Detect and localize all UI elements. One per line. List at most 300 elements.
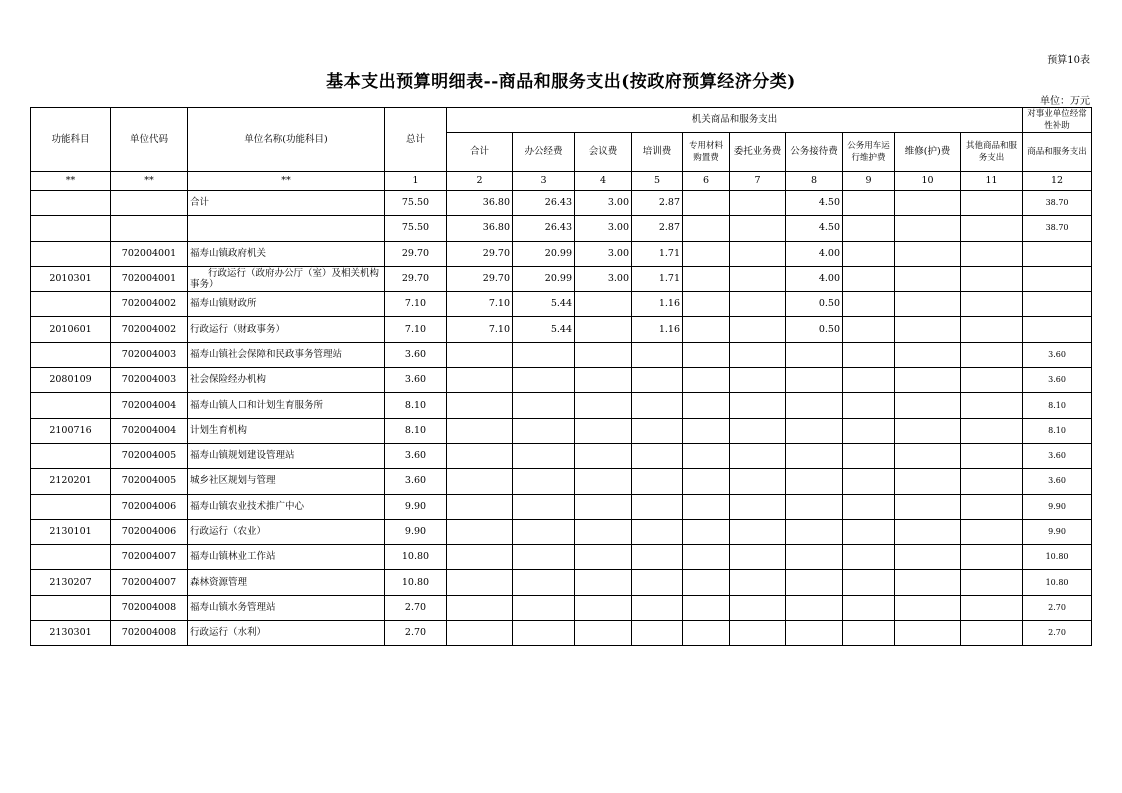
- amount-cell: [447, 393, 513, 418]
- amount-cell: [895, 216, 961, 241]
- amount-cell: [632, 469, 683, 494]
- amount-cell: [786, 519, 843, 544]
- unit-name-cell: 福寿山镇规划建设管理站: [188, 443, 385, 468]
- unit-name-cell: 计划生育机构: [188, 418, 385, 443]
- budget-table: [30, 107, 1092, 646]
- amount-cell: [447, 469, 513, 494]
- amount-cell: [961, 443, 1023, 468]
- amount-cell: [843, 418, 895, 443]
- amount-cell: [632, 342, 683, 367]
- unit-code-cell: 702004005: [111, 443, 188, 468]
- unit-label: 单位：万元: [1040, 96, 1090, 107]
- amount-cell: [895, 393, 961, 418]
- amount-cell: 0.50: [786, 292, 843, 317]
- amount-cell: 3.00: [575, 266, 632, 291]
- table-row: [31, 317, 1092, 342]
- amount-cell: 3.60: [1023, 342, 1092, 367]
- amount-cell: 1.16: [632, 317, 683, 342]
- amount-cell: 3.60: [1023, 368, 1092, 393]
- amount-cell: [447, 545, 513, 570]
- func-code-cell: [31, 292, 111, 317]
- amount-cell: [730, 266, 786, 291]
- unit-code-cell: 702004006: [111, 494, 188, 519]
- amount-cell: 4.00: [786, 241, 843, 266]
- table-row: [31, 545, 1092, 570]
- amount-cell: [683, 292, 730, 317]
- table-row: [31, 469, 1092, 494]
- table-row: [31, 418, 1092, 443]
- total-cell: 7.10: [385, 317, 447, 342]
- header-goods-services: 商品和服务支出: [1023, 133, 1092, 172]
- unit-code-cell: 702004004: [111, 393, 188, 418]
- form-number: 预算10表: [1047, 55, 1090, 66]
- amount-cell: [786, 595, 843, 620]
- unit-name-cell: 福寿山镇林业工作站: [188, 545, 385, 570]
- amount-cell: [843, 621, 895, 646]
- header-office: 办公经费: [513, 133, 575, 172]
- amount-cell: [730, 621, 786, 646]
- header-meeting: 会议费: [575, 133, 632, 172]
- unit-name-cell: 行政运行（政府办公厅（室）及相关机构事务）: [188, 266, 385, 291]
- amount-cell: [683, 191, 730, 216]
- amount-cell: [575, 545, 632, 570]
- unit-name-cell: 福寿山镇人口和计划生育服务所: [188, 393, 385, 418]
- amount-cell: [961, 292, 1023, 317]
- header-reception: 公务接待费: [786, 133, 843, 172]
- mark-name: **: [188, 172, 385, 191]
- amount-cell: [683, 595, 730, 620]
- amount-cell: [895, 418, 961, 443]
- amount-cell: [961, 216, 1023, 241]
- table-body: [31, 191, 1092, 646]
- amount-cell: [843, 519, 895, 544]
- header-entrusted: 委托业务费: [730, 133, 786, 172]
- amount-cell: [843, 216, 895, 241]
- func-code-cell: 2080109: [31, 368, 111, 393]
- total-cell: 3.60: [385, 342, 447, 367]
- page-title: 基本支出预算明细表--商品和服务支出(按政府预算经济分类): [326, 72, 796, 92]
- amount-cell: [895, 570, 961, 595]
- func-code-cell: 2010301: [31, 266, 111, 291]
- total-cell: 2.70: [385, 595, 447, 620]
- amount-cell: [513, 342, 575, 367]
- unit-code-cell: 702004006: [111, 519, 188, 544]
- total-cell: 3.60: [385, 368, 447, 393]
- col-num: 1: [385, 172, 447, 191]
- amount-cell: [730, 342, 786, 367]
- amount-cell: [730, 494, 786, 519]
- table-row: [31, 266, 1092, 291]
- func-code-cell: [31, 342, 111, 367]
- total-cell: 9.90: [385, 494, 447, 519]
- amount-cell: [513, 368, 575, 393]
- amount-cell: [632, 494, 683, 519]
- amount-cell: [1023, 317, 1092, 342]
- header-sub-total: 合计: [447, 133, 513, 172]
- amount-cell: 20.99: [513, 266, 575, 291]
- amount-cell: [575, 570, 632, 595]
- func-code-cell: [31, 216, 111, 241]
- amount-cell: [513, 494, 575, 519]
- total-cell: 10.80: [385, 545, 447, 570]
- unit-name-cell: 社会保险经办机构: [188, 368, 385, 393]
- amount-cell: [843, 266, 895, 291]
- amount-cell: [961, 342, 1023, 367]
- amount-cell: 3.60: [1023, 443, 1092, 468]
- amount-cell: [575, 621, 632, 646]
- amount-cell: [513, 570, 575, 595]
- total-cell: 7.10: [385, 292, 447, 317]
- amount-cell: [730, 570, 786, 595]
- amount-cell: [1023, 241, 1092, 266]
- amount-cell: [683, 545, 730, 570]
- amount-cell: [447, 494, 513, 519]
- amount-cell: [683, 418, 730, 443]
- amount-cell: [683, 443, 730, 468]
- amount-cell: [843, 317, 895, 342]
- mark-code: **: [111, 172, 188, 191]
- unit-name-cell: 行政运行（水利）: [188, 621, 385, 646]
- func-code-cell: [31, 595, 111, 620]
- amount-cell: [843, 342, 895, 367]
- table-row: [31, 393, 1092, 418]
- header-other: 其他商品和服务支出: [961, 133, 1023, 172]
- amount-cell: [683, 368, 730, 393]
- amount-cell: [683, 570, 730, 595]
- unit-name-cell: 城乡社区规划与管理: [188, 469, 385, 494]
- amount-cell: 3.00: [575, 241, 632, 266]
- amount-cell: [632, 443, 683, 468]
- unit-code-cell: 702004001: [111, 241, 188, 266]
- unit-code-cell: 702004003: [111, 368, 188, 393]
- amount-cell: [961, 241, 1023, 266]
- amount-cell: [961, 570, 1023, 595]
- amount-cell: [683, 241, 730, 266]
- unit-code-cell: 702004004: [111, 418, 188, 443]
- amount-cell: 4.50: [786, 191, 843, 216]
- amount-cell: 26.43: [513, 216, 575, 241]
- amount-cell: [447, 418, 513, 443]
- amount-cell: [683, 342, 730, 367]
- amount-cell: 10.80: [1023, 570, 1092, 595]
- amount-cell: [513, 469, 575, 494]
- col-num: 6: [683, 172, 730, 191]
- amount-cell: [447, 570, 513, 595]
- amount-cell: [843, 443, 895, 468]
- unit-name-cell: 行政运行（财政事务）: [188, 317, 385, 342]
- amount-cell: [786, 545, 843, 570]
- amount-cell: 2.87: [632, 216, 683, 241]
- amount-cell: [895, 545, 961, 570]
- amount-cell: [843, 545, 895, 570]
- total-cell: 9.90: [385, 519, 447, 544]
- unit-name-cell: [188, 216, 385, 241]
- amount-cell: [447, 342, 513, 367]
- amount-cell: 8.10: [1023, 418, 1092, 443]
- amount-cell: 29.70: [447, 241, 513, 266]
- unit-code-cell: 702004008: [111, 595, 188, 620]
- amount-cell: [447, 519, 513, 544]
- amount-cell: 4.50: [786, 216, 843, 241]
- amount-cell: [843, 595, 895, 620]
- amount-cell: [843, 570, 895, 595]
- amount-cell: [730, 393, 786, 418]
- header-maintenance: 维修(护)费: [895, 133, 961, 172]
- amount-cell: 5.44: [513, 317, 575, 342]
- table-row: [31, 621, 1092, 646]
- unit-name-cell: 行政运行（农业）: [188, 519, 385, 544]
- amount-cell: [730, 443, 786, 468]
- col-num: 3: [513, 172, 575, 191]
- amount-cell: 1.16: [632, 292, 683, 317]
- table-row: [31, 595, 1092, 620]
- amount-cell: [730, 191, 786, 216]
- amount-cell: 9.90: [1023, 494, 1092, 519]
- amount-cell: [632, 418, 683, 443]
- total-cell: 75.50: [385, 191, 447, 216]
- unit-code-cell: 702004005: [111, 469, 188, 494]
- total-cell: 8.10: [385, 393, 447, 418]
- amount-cell: [1023, 292, 1092, 317]
- amount-cell: [895, 342, 961, 367]
- col-num: 5: [632, 172, 683, 191]
- amount-cell: [447, 368, 513, 393]
- unit-code-cell: 702004007: [111, 570, 188, 595]
- unit-name-cell: 福寿山镇水务管理站: [188, 595, 385, 620]
- amount-cell: [843, 368, 895, 393]
- header-materials: 专用材料购置费: [683, 133, 730, 172]
- amount-cell: [895, 595, 961, 620]
- header-training: 培训费: [632, 133, 683, 172]
- unit-code-cell: [111, 216, 188, 241]
- amount-cell: [513, 595, 575, 620]
- amount-cell: 7.10: [447, 292, 513, 317]
- unit-code-cell: 702004003: [111, 342, 188, 367]
- amount-cell: [961, 368, 1023, 393]
- amount-cell: [895, 469, 961, 494]
- unit-code-cell: [111, 191, 188, 216]
- amount-cell: 36.80: [447, 191, 513, 216]
- amount-cell: [895, 443, 961, 468]
- amount-cell: [632, 595, 683, 620]
- amount-cell: [961, 545, 1023, 570]
- func-code-cell: [31, 241, 111, 266]
- amount-cell: 5.44: [513, 292, 575, 317]
- total-cell: 3.60: [385, 469, 447, 494]
- amount-cell: [843, 393, 895, 418]
- amount-cell: [513, 418, 575, 443]
- amount-cell: 36.80: [447, 216, 513, 241]
- func-code-cell: 2010601: [31, 317, 111, 342]
- amount-cell: 3.00: [575, 216, 632, 241]
- col-num: 9: [843, 172, 895, 191]
- func-code-cell: [31, 393, 111, 418]
- header-total: 总计: [385, 108, 447, 172]
- table-row: [31, 494, 1092, 519]
- amount-cell: [513, 545, 575, 570]
- amount-cell: [683, 494, 730, 519]
- amount-cell: [632, 368, 683, 393]
- amount-cell: [730, 418, 786, 443]
- amount-cell: [961, 393, 1023, 418]
- amount-cell: [843, 469, 895, 494]
- func-code-cell: [31, 191, 111, 216]
- unit-name-cell: 福寿山镇财政所: [188, 292, 385, 317]
- func-code-cell: 2130301: [31, 621, 111, 646]
- amount-cell: [683, 317, 730, 342]
- amount-cell: [895, 241, 961, 266]
- func-code-cell: 2100716: [31, 418, 111, 443]
- amount-cell: [895, 266, 961, 291]
- amount-cell: [843, 191, 895, 216]
- amount-cell: [447, 595, 513, 620]
- amount-cell: [843, 292, 895, 317]
- amount-cell: [575, 443, 632, 468]
- amount-cell: [843, 494, 895, 519]
- table-row: [31, 342, 1092, 367]
- amount-cell: 9.90: [1023, 519, 1092, 544]
- amount-cell: 20.99: [513, 241, 575, 266]
- amount-cell: 7.10: [447, 317, 513, 342]
- total-cell: 3.60: [385, 443, 447, 468]
- header-code: 单位代码: [111, 108, 188, 172]
- func-code-cell: [31, 443, 111, 468]
- amount-cell: [730, 241, 786, 266]
- header-func: 功能科目: [31, 108, 111, 172]
- amount-cell: [575, 342, 632, 367]
- amount-cell: [632, 570, 683, 595]
- amount-cell: [895, 368, 961, 393]
- col-num: 11: [961, 172, 1023, 191]
- amount-cell: [632, 393, 683, 418]
- amount-cell: 29.70: [447, 266, 513, 291]
- amount-cell: [961, 317, 1023, 342]
- table-row: [31, 216, 1092, 241]
- amount-cell: [683, 621, 730, 646]
- amount-cell: [730, 317, 786, 342]
- amount-cell: 4.00: [786, 266, 843, 291]
- func-code-cell: 2130207: [31, 570, 111, 595]
- amount-cell: [575, 595, 632, 620]
- table-row: [31, 292, 1092, 317]
- amount-cell: [575, 292, 632, 317]
- amount-cell: 0.50: [786, 317, 843, 342]
- amount-cell: [961, 191, 1023, 216]
- mark-func: **: [31, 172, 111, 191]
- unit-name-cell: 森林资源管理: [188, 570, 385, 595]
- col-num: 8: [786, 172, 843, 191]
- total-cell: 10.80: [385, 570, 447, 595]
- unit-name-cell: 福寿山镇政府机关: [188, 241, 385, 266]
- amount-cell: 2.70: [1023, 621, 1092, 646]
- amount-cell: [513, 393, 575, 418]
- amount-cell: [575, 494, 632, 519]
- total-cell: 75.50: [385, 216, 447, 241]
- amount-cell: [730, 292, 786, 317]
- amount-cell: [895, 317, 961, 342]
- amount-cell: [786, 443, 843, 468]
- amount-cell: 1.71: [632, 266, 683, 291]
- unit-name-cell: 福寿山镇社会保障和民政事务管理站: [188, 342, 385, 367]
- amount-cell: [895, 494, 961, 519]
- header-name: 单位名称(功能科目): [188, 108, 385, 172]
- amount-cell: [786, 570, 843, 595]
- amount-cell: 38.70: [1023, 191, 1092, 216]
- func-code-cell: [31, 494, 111, 519]
- amount-cell: [1023, 266, 1092, 291]
- amount-cell: [683, 393, 730, 418]
- table-row: [31, 519, 1092, 544]
- unit-name-cell: 福寿山镇农业技术推广中心: [188, 494, 385, 519]
- amount-cell: 10.80: [1023, 545, 1092, 570]
- unit-code-cell: 702004001: [111, 266, 188, 291]
- amount-cell: [447, 443, 513, 468]
- unit-code-cell: 702004007: [111, 545, 188, 570]
- amount-cell: [513, 443, 575, 468]
- amount-cell: [786, 494, 843, 519]
- amount-cell: [575, 469, 632, 494]
- table-row: [31, 368, 1092, 393]
- amount-cell: [843, 241, 895, 266]
- amount-cell: [575, 317, 632, 342]
- amount-cell: [575, 368, 632, 393]
- amount-cell: 2.87: [632, 191, 683, 216]
- amount-cell: [786, 393, 843, 418]
- amount-cell: [895, 191, 961, 216]
- amount-cell: [683, 469, 730, 494]
- total-cell: 29.70: [385, 241, 447, 266]
- amount-cell: [786, 418, 843, 443]
- header-vehicle: 公务用车运行维护费: [843, 133, 895, 172]
- amount-cell: [786, 368, 843, 393]
- amount-cell: [895, 621, 961, 646]
- total-cell: 2.70: [385, 621, 447, 646]
- amount-cell: [961, 469, 1023, 494]
- amount-cell: [575, 393, 632, 418]
- col-num: 10: [895, 172, 961, 191]
- amount-cell: [575, 519, 632, 544]
- func-code-cell: [31, 545, 111, 570]
- col-num: 7: [730, 172, 786, 191]
- total-cell: 29.70: [385, 266, 447, 291]
- amount-cell: 3.00: [575, 191, 632, 216]
- amount-cell: [961, 621, 1023, 646]
- amount-cell: 8.10: [1023, 393, 1092, 418]
- amount-cell: 3.60: [1023, 469, 1092, 494]
- col-num: 2: [447, 172, 513, 191]
- amount-cell: [961, 494, 1023, 519]
- amount-cell: 1.71: [632, 241, 683, 266]
- table-row: [31, 443, 1092, 468]
- amount-cell: [730, 216, 786, 241]
- amount-cell: [632, 519, 683, 544]
- col-num: 4: [575, 172, 632, 191]
- amount-cell: [632, 545, 683, 570]
- amount-cell: [961, 266, 1023, 291]
- amount-cell: [730, 519, 786, 544]
- amount-cell: [683, 519, 730, 544]
- amount-cell: 38.70: [1023, 216, 1092, 241]
- amount-cell: [575, 418, 632, 443]
- amount-cell: [683, 216, 730, 241]
- func-code-cell: 2130101: [31, 519, 111, 544]
- amount-cell: [730, 595, 786, 620]
- col-num: 12: [1023, 172, 1092, 191]
- header-group: 机关商品和服务支出: [447, 108, 1023, 133]
- unit-code-cell: 702004002: [111, 317, 188, 342]
- amount-cell: 2.70: [1023, 595, 1092, 620]
- total-cell: 8.10: [385, 418, 447, 443]
